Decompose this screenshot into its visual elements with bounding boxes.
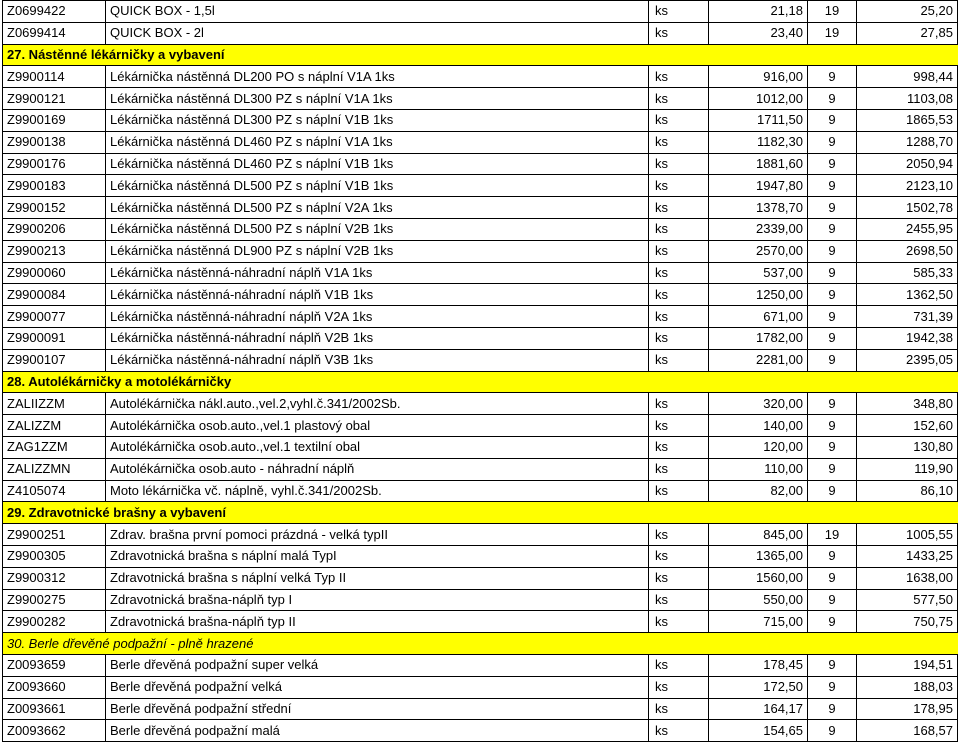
product-code-cell: Z0093662	[3, 720, 106, 742]
vat-rate-cell: 9	[808, 66, 857, 88]
unit-cell: ks	[649, 545, 709, 567]
vat-rate-cell: 9	[808, 458, 857, 480]
vat-rate-cell: 9	[808, 131, 857, 153]
price-cell: 537,00	[709, 262, 808, 284]
unit-cell: ks	[649, 109, 709, 131]
price-with-vat-cell: 2698,50	[857, 240, 958, 262]
unit-cell: ks	[649, 284, 709, 306]
price-with-vat-cell: 27,85	[857, 22, 958, 44]
price-cell: 1560,00	[709, 567, 808, 589]
table-row	[3, 175, 958, 197]
vat-rate-cell: 9	[808, 436, 857, 458]
product-code-cell: ZALIZZM	[3, 415, 106, 437]
product-code-cell: Z4105074	[3, 480, 106, 502]
vat-rate-cell: 9	[808, 720, 857, 742]
price-with-vat-cell: 2455,95	[857, 218, 958, 240]
product-name-cell: Berle dřevěná podpažní malá	[106, 720, 649, 742]
table-row	[3, 349, 958, 371]
unit-cell: ks	[649, 306, 709, 328]
price-with-vat-cell: 1288,70	[857, 131, 958, 153]
vat-rate-cell: 9	[808, 545, 857, 567]
vat-rate-cell: 9	[808, 611, 857, 633]
price-with-vat-cell: 1638,00	[857, 567, 958, 589]
unit-cell: ks	[649, 66, 709, 88]
product-code-cell: Z9900091	[3, 327, 106, 349]
product-name-cell: Lékárnička nástěnná DL500 PZ s náplní V2B 1ks	[106, 218, 649, 240]
price-with-vat-cell: 1362,50	[857, 284, 958, 306]
table-row	[3, 698, 958, 720]
vat-rate-cell: 9	[808, 240, 857, 262]
price-cell: 2281,00	[709, 349, 808, 371]
product-name-cell: Zdravotnická brašna-náplň typ II	[106, 611, 649, 633]
product-name-cell: Autolékárnička osob.auto.,vel.1 textilní obal	[106, 436, 649, 458]
table-row	[3, 720, 958, 742]
price-cell: 110,00	[709, 458, 808, 480]
unit-cell: ks	[649, 153, 709, 175]
price-cell: 1711,50	[709, 109, 808, 131]
section-header-row	[3, 44, 958, 66]
product-code-cell: Z9900251	[3, 524, 106, 546]
table-row	[3, 88, 958, 110]
price-cell: 2339,00	[709, 218, 808, 240]
product-code-cell: Z9900275	[3, 589, 106, 611]
product-code-cell: Z9900176	[3, 153, 106, 175]
unit-cell: ks	[649, 88, 709, 110]
product-name-cell: Lékárnička nástěnná-náhradní náplň V3B 1ks	[106, 349, 649, 371]
product-name-cell: Zdravotnická brašna s náplní malá TypI	[106, 545, 649, 567]
unit-cell: ks	[649, 218, 709, 240]
price-cell: 1250,00	[709, 284, 808, 306]
table-row	[3, 654, 958, 676]
product-code-cell: ZAG1ZZM	[3, 436, 106, 458]
product-name-cell: Autolékárnička osob.auto.,vel.1 plastový obal	[106, 415, 649, 437]
unit-cell: ks	[649, 611, 709, 633]
unit-cell: ks	[649, 698, 709, 720]
product-code-cell: Z0093661	[3, 698, 106, 720]
vat-rate-cell: 19	[808, 524, 857, 546]
product-name-cell: Lékárnička nástěnná DL500 PZ s náplní V2A 1ks	[106, 197, 649, 219]
vat-rate-cell: 9	[808, 262, 857, 284]
price-with-vat-cell: 1005,55	[857, 524, 958, 546]
product-name-cell: Lékárnička nástěnná-náhradní náplň V1B 1ks	[106, 284, 649, 306]
product-name-cell: Zdravotnická brašna s náplní velká Typ II	[106, 567, 649, 589]
product-name-cell: QUICK BOX - 2l	[106, 22, 649, 44]
unit-cell: ks	[649, 676, 709, 698]
product-code-cell: Z9900138	[3, 131, 106, 153]
section-header-label: 29. Zdravotnické brašny a vybavení	[3, 502, 958, 524]
vat-rate-cell: 9	[808, 589, 857, 611]
product-name-cell: Berle dřevěná podpažní velká	[106, 676, 649, 698]
price-with-vat-cell: 731,39	[857, 306, 958, 328]
table-row	[3, 240, 958, 262]
table-row	[3, 109, 958, 131]
unit-cell: ks	[649, 567, 709, 589]
price-cell: 916,00	[709, 66, 808, 88]
price-with-vat-cell: 577,50	[857, 589, 958, 611]
vat-rate-cell: 9	[808, 197, 857, 219]
price-cell: 1947,80	[709, 175, 808, 197]
price-with-vat-cell: 130,80	[857, 436, 958, 458]
table-row	[3, 436, 958, 458]
table-row	[3, 567, 958, 589]
unit-cell: ks	[649, 1, 709, 23]
price-cell: 550,00	[709, 589, 808, 611]
price-list-body	[3, 1, 958, 742]
price-cell: 120,00	[709, 436, 808, 458]
price-cell: 715,00	[709, 611, 808, 633]
product-name-cell: Lékárnička nástěnná DL460 PZ s náplní V1B 1ks	[106, 153, 649, 175]
price-with-vat-cell: 998,44	[857, 66, 958, 88]
product-code-cell: Z9900282	[3, 611, 106, 633]
unit-cell: ks	[649, 458, 709, 480]
vat-rate-cell: 9	[808, 676, 857, 698]
table-row	[3, 197, 958, 219]
product-name-cell: Lékárnička nástěnná DL300 PZ s náplní V1A 1ks	[106, 88, 649, 110]
product-name-cell: Lékárnička nástěnná-náhradní náplň V2A 1ks	[106, 306, 649, 328]
unit-cell: ks	[649, 436, 709, 458]
section-header-row	[3, 502, 958, 524]
product-code-cell: Z9900312	[3, 567, 106, 589]
product-code-cell: ZALIZZMN	[3, 458, 106, 480]
price-with-vat-cell: 1502,78	[857, 197, 958, 219]
price-cell: 1378,70	[709, 197, 808, 219]
price-with-vat-cell: 750,75	[857, 611, 958, 633]
vat-rate-cell: 9	[808, 327, 857, 349]
price-with-vat-cell: 194,51	[857, 654, 958, 676]
table-row	[3, 524, 958, 546]
product-name-cell: Zdrav. brašna první pomoci prázdná - velká typII	[106, 524, 649, 546]
unit-cell: ks	[649, 327, 709, 349]
price-cell: 671,00	[709, 306, 808, 328]
price-with-vat-cell: 188,03	[857, 676, 958, 698]
product-name-cell: Lékárnička nástěnná DL200 PO s náplní V1A 1ks	[106, 66, 649, 88]
vat-rate-cell: 9	[808, 480, 857, 502]
product-code-cell: ZALIIZZM	[3, 393, 106, 415]
table-row	[3, 131, 958, 153]
product-name-cell: Lékárnička nástěnná-náhradní náplň V2B 1ks	[106, 327, 649, 349]
price-cell: 845,00	[709, 524, 808, 546]
price-with-vat-cell: 119,90	[857, 458, 958, 480]
unit-cell: ks	[649, 349, 709, 371]
price-with-vat-cell: 1865,53	[857, 109, 958, 131]
table-row	[3, 284, 958, 306]
product-name-cell: Lékárnička nástěnná-náhradní náplň V1A 1ks	[106, 262, 649, 284]
vat-rate-cell: 9	[808, 415, 857, 437]
unit-cell: ks	[649, 415, 709, 437]
price-cell: 2570,00	[709, 240, 808, 262]
vat-rate-cell: 9	[808, 109, 857, 131]
table-row	[3, 306, 958, 328]
table-row	[3, 153, 958, 175]
vat-rate-cell: 9	[808, 393, 857, 415]
unit-cell: ks	[649, 240, 709, 262]
product-code-cell: Z0093659	[3, 654, 106, 676]
price-with-vat-cell: 25,20	[857, 1, 958, 23]
table-row	[3, 676, 958, 698]
vat-rate-cell: 19	[808, 22, 857, 44]
price-with-vat-cell: 178,95	[857, 698, 958, 720]
product-code-cell: Z9900121	[3, 88, 106, 110]
table-row	[3, 22, 958, 44]
unit-cell: ks	[649, 262, 709, 284]
product-code-cell: Z9900169	[3, 109, 106, 131]
table-row	[3, 66, 958, 88]
price-with-vat-cell: 1942,38	[857, 327, 958, 349]
section-header-label: 30. Berle dřevěné podpažní - plně hrazené	[3, 633, 958, 655]
product-name-cell: Autolékárnička osob.auto - náhradní náplň	[106, 458, 649, 480]
product-code-cell: Z9900114	[3, 66, 106, 88]
section-header-label: 28. Autolékárničky a motolékárničky	[3, 371, 958, 393]
vat-rate-cell: 9	[808, 218, 857, 240]
unit-cell: ks	[649, 175, 709, 197]
price-with-vat-cell: 585,33	[857, 262, 958, 284]
price-with-vat-cell: 168,57	[857, 720, 958, 742]
price-with-vat-cell: 2050,94	[857, 153, 958, 175]
product-code-cell: Z0699422	[3, 1, 106, 23]
price-with-vat-cell: 2123,10	[857, 175, 958, 197]
unit-cell: ks	[649, 393, 709, 415]
vat-rate-cell: 19	[808, 1, 857, 23]
price-cell: 1365,00	[709, 545, 808, 567]
product-name-cell: Autolékárnička nákl.auto.,vel.2,vyhl.č.341/2002Sb.	[106, 393, 649, 415]
unit-cell: ks	[649, 480, 709, 502]
unit-cell: ks	[649, 524, 709, 546]
table-row	[3, 393, 958, 415]
price-cell: 320,00	[709, 393, 808, 415]
section-header-row	[3, 633, 958, 655]
price-cell: 23,40	[709, 22, 808, 44]
product-code-cell: Z9900206	[3, 218, 106, 240]
product-code-cell: Z9900060	[3, 262, 106, 284]
price-cell: 1012,00	[709, 88, 808, 110]
product-code-cell: Z9900084	[3, 284, 106, 306]
vat-rate-cell: 9	[808, 88, 857, 110]
vat-rate-cell: 9	[808, 698, 857, 720]
price-with-vat-cell: 2395,05	[857, 349, 958, 371]
price-cell: 164,17	[709, 698, 808, 720]
table-row	[3, 458, 958, 480]
vat-rate-cell: 9	[808, 567, 857, 589]
product-code-cell: Z9900077	[3, 306, 106, 328]
price-cell: 154,65	[709, 720, 808, 742]
vat-rate-cell: 9	[808, 284, 857, 306]
price-list-table	[2, 0, 958, 742]
table-row	[3, 480, 958, 502]
price-with-vat-cell: 348,80	[857, 393, 958, 415]
price-cell: 82,00	[709, 480, 808, 502]
price-cell: 172,50	[709, 676, 808, 698]
table-row	[3, 218, 958, 240]
product-code-cell: Z9900305	[3, 545, 106, 567]
product-name-cell: Lékárnička nástěnná DL460 PZ s náplní V1A 1ks	[106, 131, 649, 153]
unit-cell: ks	[649, 589, 709, 611]
vat-rate-cell: 9	[808, 175, 857, 197]
price-with-vat-cell: 152,60	[857, 415, 958, 437]
table-row	[3, 262, 958, 284]
price-cell: 1182,30	[709, 131, 808, 153]
price-cell: 140,00	[709, 415, 808, 437]
product-name-cell: Lékárnička nástěnná DL300 PZ s náplní V1B 1ks	[106, 109, 649, 131]
section-header-row	[3, 371, 958, 393]
product-code-cell: Z9900152	[3, 197, 106, 219]
price-with-vat-cell: 1433,25	[857, 545, 958, 567]
product-name-cell: Zdravotnická brašna-náplň typ I	[106, 589, 649, 611]
vat-rate-cell: 9	[808, 306, 857, 328]
unit-cell: ks	[649, 131, 709, 153]
unit-cell: ks	[649, 22, 709, 44]
section-header-label: 27. Nástěnné lékárničky a vybavení	[3, 44, 958, 66]
product-name-cell: QUICK BOX - 1,5l	[106, 1, 649, 23]
product-code-cell: Z9900183	[3, 175, 106, 197]
vat-rate-cell: 9	[808, 153, 857, 175]
product-name-cell: Lékárnička nástěnná DL500 PZ s náplní V1B 1ks	[106, 175, 649, 197]
unit-cell: ks	[649, 654, 709, 676]
product-code-cell: Z0093660	[3, 676, 106, 698]
price-cell: 21,18	[709, 1, 808, 23]
table-row	[3, 611, 958, 633]
product-name-cell: Berle dřevěná podpažní střední	[106, 698, 649, 720]
unit-cell: ks	[649, 720, 709, 742]
unit-cell: ks	[649, 197, 709, 219]
vat-rate-cell: 9	[808, 654, 857, 676]
product-name-cell: Moto lékárnička vč. náplně, vyhl.č.341/2002Sb.	[106, 480, 649, 502]
product-code-cell: Z9900107	[3, 349, 106, 371]
product-code-cell: Z9900213	[3, 240, 106, 262]
product-code-cell: Z0699414	[3, 22, 106, 44]
price-cell: 1881,60	[709, 153, 808, 175]
table-row	[3, 589, 958, 611]
price-cell: 178,45	[709, 654, 808, 676]
table-row	[3, 1, 958, 23]
product-name-cell: Lékárnička nástěnná DL900 PZ s náplní V2B 1ks	[106, 240, 649, 262]
table-row	[3, 415, 958, 437]
price-cell: 1782,00	[709, 327, 808, 349]
table-row	[3, 545, 958, 567]
price-with-vat-cell: 1103,08	[857, 88, 958, 110]
product-name-cell: Berle dřevěná podpažní super velká	[106, 654, 649, 676]
table-row	[3, 327, 958, 349]
price-with-vat-cell: 86,10	[857, 480, 958, 502]
vat-rate-cell: 9	[808, 349, 857, 371]
